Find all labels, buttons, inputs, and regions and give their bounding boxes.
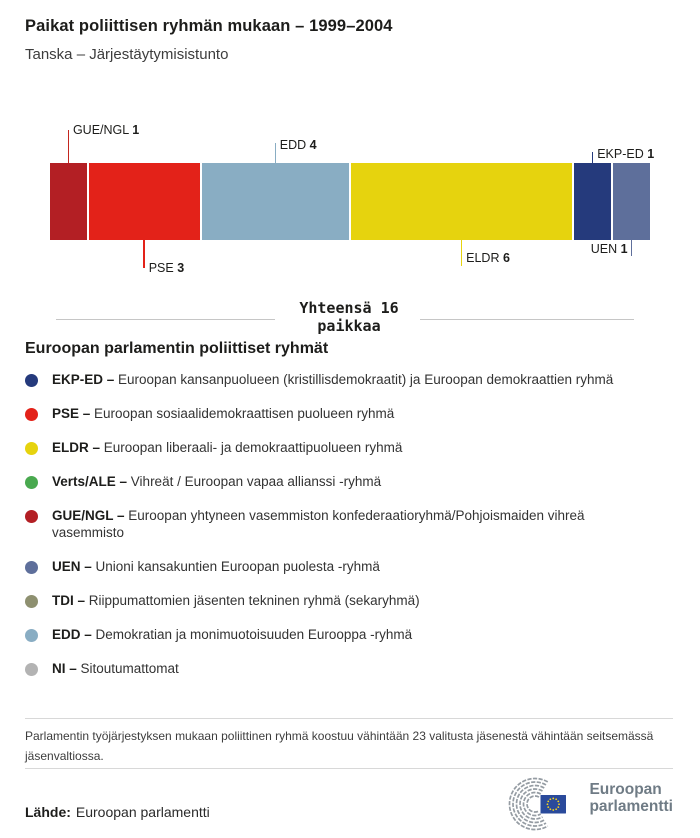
ep-logo <box>507 775 673 831</box>
legend-item-gue-ngl <box>25 507 673 541</box>
source-label: Lähde: <box>25 804 71 820</box>
legend-dot-ekp-ed <box>25 374 38 387</box>
legend-dot-ni <box>25 663 38 676</box>
legend-item-pse <box>25 405 673 422</box>
bar-segment-pse <box>89 163 200 240</box>
callout-label-edd: EDD 4 <box>279 138 317 152</box>
legend-label-tdi: TDI – Riippumattomien jäsenten tekninen ryhmä (sekaryhmä) <box>52 593 420 608</box>
legend-item-verts-ale <box>25 473 673 490</box>
ep-logo-text-line2: parlamentti <box>589 797 673 815</box>
ep-logo-text-line1: Euroopan <box>589 781 662 798</box>
legend-label-verts-ale: Verts/ALE – Vihreät / Euroopan vapaa allianssi -ryhmä <box>52 474 382 489</box>
legend-dot-tdi <box>25 595 38 608</box>
legend-item-ni <box>25 660 673 677</box>
legend-heading: Euroopan parlamentin poliittiset ryhmät <box>25 340 329 357</box>
legend-item-ekp-ed <box>25 371 673 388</box>
ep-hemicycle-icon <box>507 775 581 831</box>
page-subtitle: Tanska – Järjestäytymisistunto <box>25 46 229 63</box>
legend-label-ekp-ed: EKP-ED – Euroopan kansanpuolueen (kristillisdemokraatit) ja Euroopan demokraattien ryhmä <box>52 372 614 387</box>
legend-label-uen: UEN – Unioni kansakuntien Euroopan puolesta -ryhmä <box>52 559 380 574</box>
legend-dot-pse <box>25 408 38 421</box>
legend-dot-edd <box>25 629 38 642</box>
legend-dot-gue-ngl <box>25 510 38 523</box>
bar-segment-edd <box>202 163 350 240</box>
total-seats-block <box>0 300 700 342</box>
total-seats-label: Yhteensä 16 paikkaa <box>299 299 399 335</box>
legend-label-gue-ngl: GUE/NGL – Euroopan yhtyneen vasemmiston konfederaatioryhmä/Pohjoismaiden vihreä vasemmisto <box>52 508 585 540</box>
legend-item-edd <box>25 626 673 643</box>
callout-label-uen: UEN 1 <box>590 242 628 256</box>
divider-right <box>420 319 634 320</box>
source-line <box>25 804 210 820</box>
legend-item-eldr <box>25 439 673 456</box>
legend-item-uen <box>25 558 673 575</box>
footnote: Parlamentin työjärjestyksen mukaan poliittinen ryhmä koostuu vähintään 23 valitusta jäsenestä vähintään seitsemässä jäsenvaltiossa. <box>25 729 654 763</box>
page-title: Paikat poliittisen ryhmän mukaan – 1999–2004 <box>25 17 393 35</box>
footnote-divider <box>25 718 673 719</box>
callout-label-gue-ngl: GUE/NGL 1 <box>72 123 140 137</box>
callout-line-eldr <box>461 240 463 266</box>
callout-label-pse: PSE 3 <box>148 261 185 275</box>
legend-label-edd: EDD – Demokratian ja monimuotoisuuden Eurooppa -ryhmä <box>52 627 413 642</box>
callout-line-gue-ngl <box>68 130 70 163</box>
legend-dot-verts-ale <box>25 476 38 489</box>
legend-label-pse: PSE – Euroopan sosiaalidemokraattisen puolueen ryhmä <box>52 406 395 421</box>
legend-dot-uen <box>25 561 38 574</box>
divider-left <box>56 319 275 320</box>
source-divider <box>25 768 673 769</box>
bar-segment-ekp-ed <box>574 163 611 240</box>
bar-segment-uen <box>613 163 650 240</box>
bar-segment-eldr <box>351 163 572 240</box>
callout-line-uen <box>631 240 633 256</box>
legend-item-tdi <box>25 592 673 609</box>
legend-label-eldr: ELDR – Euroopan liberaali- ja demokraattipuolueen ryhmä <box>52 440 403 455</box>
seats-bar-chart <box>0 110 700 305</box>
legend-label-ni: NI – Sitoutumattomat <box>52 661 179 676</box>
legend-dot-eldr <box>25 442 38 455</box>
bar-segment-gue-ngl <box>50 163 87 240</box>
callout-label-ekp-ed: EKP-ED 1 <box>597 147 655 161</box>
source-value: Euroopan parlamentti <box>75 804 210 820</box>
legend <box>25 371 673 694</box>
ep-logo-text <box>589 775 673 815</box>
stacked-bar <box>50 163 650 240</box>
callout-line-ekp-ed <box>592 152 594 163</box>
callout-label-eldr: ELDR 6 <box>466 251 510 265</box>
callout-line-pse <box>143 240 145 268</box>
callout-line-edd <box>275 143 277 163</box>
